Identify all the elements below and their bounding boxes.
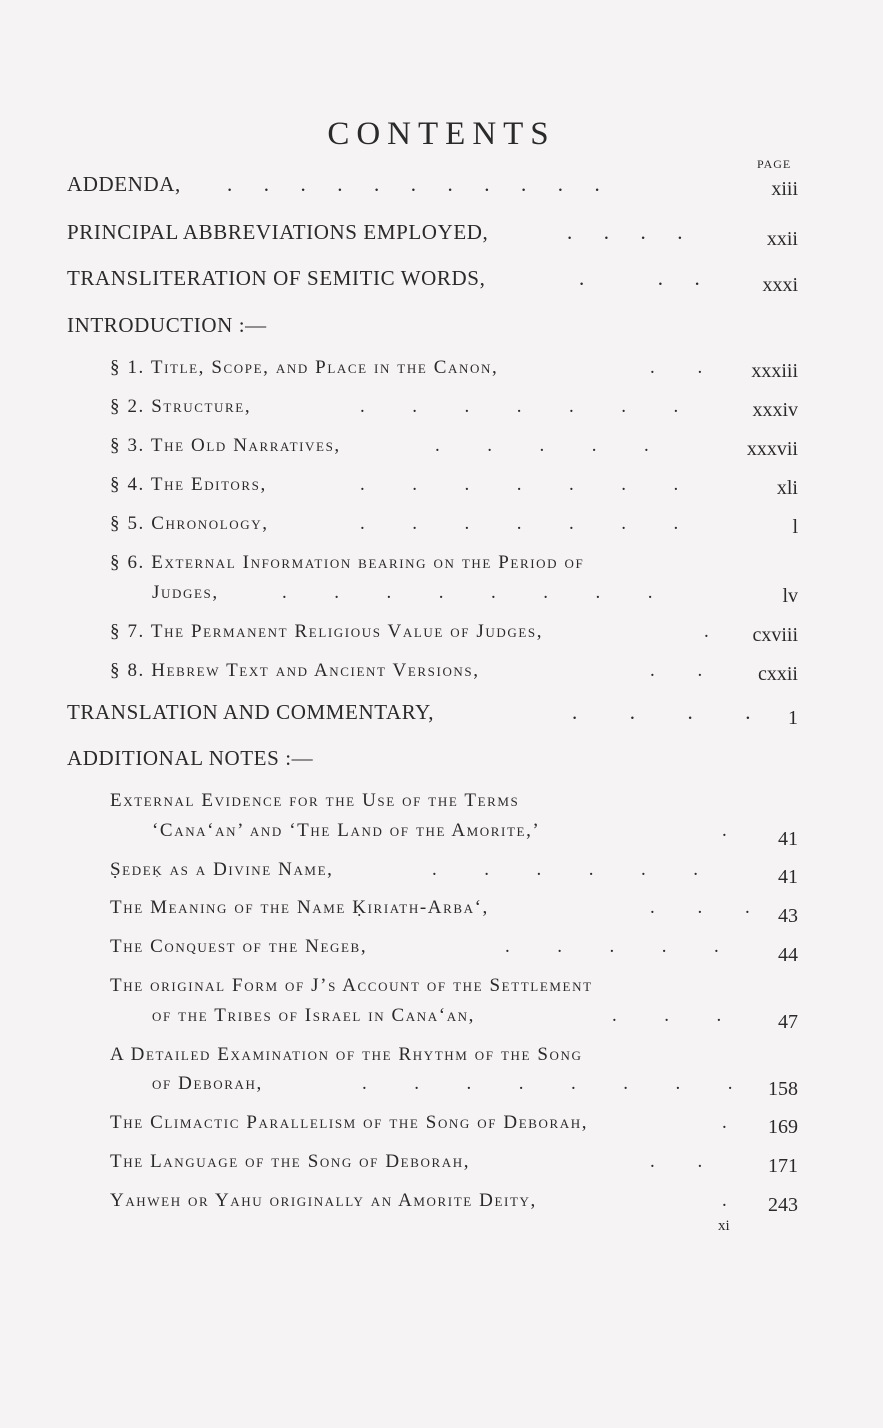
toc-page-number: 41 bbox=[778, 828, 798, 850]
toc-entry-continuation bbox=[152, 582, 653, 604]
leader-dots: . bbox=[722, 820, 727, 841]
toc-page-number: 171 bbox=[768, 1155, 798, 1177]
leader-dots: . . . . . . . . . . . bbox=[227, 172, 600, 196]
leader-dots: . . . . . bbox=[505, 936, 719, 957]
toc-section-heading: ADDITIONAL NOTES :— bbox=[67, 746, 314, 770]
leader-dots: . bbox=[722, 1112, 727, 1133]
leader-dots: . . . bbox=[612, 1005, 722, 1026]
toc-entry bbox=[67, 172, 600, 197]
toc-entry-continuation bbox=[152, 820, 727, 842]
toc-entry-text: of Deborah, bbox=[152, 1073, 263, 1094]
toc-entry-continuation bbox=[152, 1073, 733, 1095]
toc-entry bbox=[67, 266, 700, 291]
leader-dots: . bbox=[722, 1190, 727, 1211]
toc-entry-text: § 8. Hebrew Text and Ancient Versions, bbox=[110, 660, 480, 681]
toc-entry bbox=[110, 1151, 703, 1173]
toc-page-number: cxxii bbox=[758, 663, 798, 685]
toc-page-number: lv bbox=[782, 585, 798, 607]
toc-entry-text: Ṣedeḳ as a Divine Name, bbox=[110, 859, 334, 880]
toc-entry bbox=[110, 660, 703, 682]
toc-entry bbox=[110, 513, 679, 535]
leader-dots: . . . . bbox=[567, 220, 683, 244]
leader-dots: . . . . . . . bbox=[360, 513, 679, 534]
leader-dots: . . . . . . bbox=[432, 859, 698, 880]
toc-entry-text: Judges, bbox=[152, 582, 219, 603]
leader-dots: . . . . . . . bbox=[360, 396, 679, 417]
toc-entry bbox=[110, 859, 698, 881]
toc-entry bbox=[67, 700, 751, 725]
toc-section-heading: INTRODUCTION :— bbox=[67, 313, 267, 337]
page-title: CONTENTS bbox=[327, 116, 556, 153]
toc-page-number: 44 bbox=[778, 944, 798, 966]
toc-page-number: cxviii bbox=[752, 624, 798, 646]
page-column-header: PAGE bbox=[757, 157, 792, 171]
toc-entry bbox=[110, 396, 679, 418]
toc-page-number: xxxvii bbox=[746, 438, 798, 460]
toc-entry bbox=[110, 357, 703, 379]
toc-page-number: xli bbox=[776, 477, 798, 499]
toc-entry-text: § 7. The Permanent Religious Value of Judges, bbox=[110, 621, 544, 642]
toc-entry: A Detailed Examination of the Rhythm of the Song bbox=[110, 1044, 583, 1065]
toc-page-number: xxxiv bbox=[752, 399, 798, 421]
toc-entry bbox=[110, 474, 679, 496]
leader-dots: . bbox=[704, 621, 709, 642]
toc-entry-text: The Conquest of the Negeb, bbox=[110, 936, 368, 957]
leader-dots: . . bbox=[650, 1151, 703, 1172]
toc-entry-text: TRANSLITERATION OF SEMITIC WORDS, bbox=[67, 266, 486, 290]
toc-entry-text: § 4. The Editors, bbox=[110, 474, 267, 495]
toc-entry bbox=[110, 1190, 727, 1212]
toc-page-number: 243 bbox=[768, 1194, 798, 1216]
toc-entry-text: The Language of the Song of Deborah, bbox=[110, 1151, 471, 1172]
toc-entry bbox=[67, 220, 683, 245]
toc-entry bbox=[110, 435, 649, 457]
leader-dots: . . . . bbox=[572, 700, 751, 724]
toc-entry-text: Yahweh or Yahu originally an Amorite Deity, bbox=[110, 1190, 537, 1211]
toc-entry-text: ADDENDA, bbox=[67, 172, 181, 196]
toc-page-number: 43 bbox=[778, 905, 798, 927]
toc-page-number: 47 bbox=[778, 1011, 798, 1033]
toc-entry: External Evidence for the Use of the Terms bbox=[110, 790, 520, 811]
toc-entry-text: The Climactic Parallelism of the Song of Deborah, bbox=[110, 1112, 589, 1133]
toc-entry-text: The Meaning of the Name Ḳiriath-Arba‘, bbox=[110, 897, 489, 918]
toc-entry-text: § 3. The Old Narratives, bbox=[110, 435, 341, 456]
toc-entry-text: ‘Cana‘an’ and ‘The Land of the Amorite,’ bbox=[152, 820, 541, 841]
toc-page-number: 158 bbox=[768, 1078, 798, 1100]
leader-dots: . . . . . . . bbox=[360, 474, 679, 495]
toc-page-number: 1 bbox=[788, 707, 798, 729]
toc-page-number: l bbox=[792, 516, 798, 538]
leader-dots: . . bbox=[650, 357, 703, 378]
toc-entry-text: § 1. Title, Scope, and Place in the Canon, bbox=[110, 357, 499, 378]
toc-entry-continuation bbox=[152, 1005, 722, 1027]
toc-entry-text: § 2. Structure, bbox=[110, 396, 252, 417]
toc-page-number: xxii bbox=[766, 228, 798, 250]
toc-page-number: xxxi bbox=[762, 274, 798, 296]
page-folio: xi bbox=[718, 1218, 730, 1234]
toc-entry bbox=[110, 897, 750, 919]
toc-entry bbox=[110, 621, 709, 643]
leader-dots: . . . bbox=[579, 266, 700, 290]
leader-dots: . . . . . bbox=[435, 435, 649, 456]
leader-dots: . . . . . . . . bbox=[362, 1073, 733, 1094]
toc-page-number: xiii bbox=[771, 178, 798, 200]
toc-entry bbox=[110, 1112, 727, 1134]
toc-entry-text: § 5. Chronology, bbox=[110, 513, 269, 534]
leader-dots: . . . . . . . . bbox=[282, 582, 653, 603]
toc-entry: The original Form of J’s Account of the Settlement bbox=[110, 975, 593, 996]
toc-entry-text: of the Tribes of Israel in Cana‘an, bbox=[152, 1005, 476, 1026]
leader-dots: . . bbox=[650, 660, 703, 681]
toc-entry bbox=[110, 936, 719, 958]
toc-entry-text: TRANSLATION AND COMMENTARY, bbox=[67, 700, 435, 724]
toc-page-number: 41 bbox=[778, 866, 798, 888]
toc-entry: § 6. External Information bearing on the Period of bbox=[110, 552, 585, 573]
toc-page-number: 169 bbox=[768, 1116, 798, 1138]
toc-page-number: xxxiii bbox=[751, 360, 798, 382]
leader-dots: . . . bbox=[650, 897, 750, 918]
toc-entry-text: PRINCIPAL ABBREVIATIONS EMPLOYED, bbox=[67, 220, 489, 244]
